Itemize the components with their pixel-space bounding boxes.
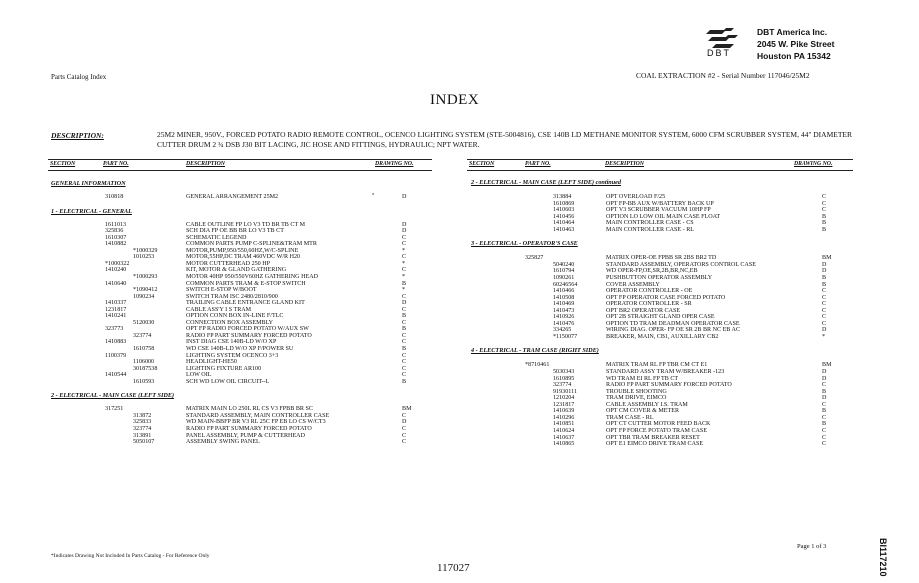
description-text: 25M2 MINER, 950V., FORCED POTATO RADIO REMOTE CONTROL, OCENCO LIGHTING SYSTEM (STE-5004816), CSE 140B LD METHANE MONITOR SYSTEM, 6000 CFM SCRUBBER SYSTEM, 44" DIAMETER CUTTER DRUM 2 ¾ DSB J30 BIT LACING, JIC HOSE AND FITTINGS, HYDRAULIC; NPT WATER. <box>157 130 852 149</box>
part-description: GENERAL ARRANGEMENT 25M2 <box>186 194 279 200</box>
drawing-size: C <box>402 439 407 446</box>
sub-part-number: 1410603 <box>553 207 575 214</box>
sub-part-number: 1106000 <box>133 359 155 366</box>
part-description: RADIO FP PART SUMMARY FORCED POTATO <box>186 332 312 339</box>
drawing-size: D <box>822 375 827 382</box>
part-number: 1410241 <box>105 313 127 320</box>
drawing-size: * <box>402 247 406 254</box>
sub-part-number: 1410624 <box>553 427 575 434</box>
drawing-size: D <box>402 194 407 200</box>
drawing-size: C <box>402 306 407 313</box>
drawing-size: C <box>822 314 827 321</box>
drawing-size: C <box>402 372 407 379</box>
part-description: OPT FP RADIO FORCED POTATO W/AUX SW <box>186 326 309 333</box>
part-description: MOTOR,PUMP,950/550,60HZ,W/C-SPLINE <box>186 247 299 254</box>
part-description: SCH WD LOW OIL CIRCUIT--L <box>186 378 270 385</box>
sub-part-number: 5050107 <box>133 439 155 446</box>
part-description: CABLE OUTLINE FP LO V3 TD BR TB CT M <box>186 221 306 228</box>
sub-part-number: 1610593 <box>133 378 155 385</box>
sub-part-number: 1410851 <box>553 421 575 428</box>
part-description: WIRING DIAG. OPER- FP OE SR 2B BR NC EB AC <box>606 327 741 334</box>
part-description: OPTION CONN BOX IN-LINE F/TLC <box>186 313 284 320</box>
part-description: COMMON PARTS PUMP C-SPLINE&TRAM MTR <box>186 241 317 248</box>
drawing-size: B <box>402 326 407 333</box>
company-name: DBT America Inc. <box>757 27 828 37</box>
section-title: 2 - ELECTRICAL - MAIN CASE (LEFT SIDE) continued <box>471 179 622 186</box>
sub-part-number: *1000293 <box>133 273 158 280</box>
drawing-size: C <box>822 207 827 214</box>
scan-mark: ° <box>372 193 375 199</box>
part-description: TRAM CASE - RL <box>606 414 654 421</box>
col-section: SECTION <box>469 161 495 167</box>
sub-part-number: 1410926 <box>553 314 575 321</box>
part-description: RADIO FP PART SUMMARY FORCED POTATO <box>606 382 732 389</box>
part-description: OPT 2B STRAIGHT GLAND OPER CASE <box>606 314 715 321</box>
drawing-size: B <box>402 313 407 320</box>
drawing-size: * <box>402 287 406 294</box>
logo-text: DBT <box>707 48 731 58</box>
sub-part-number: 1410639 <box>553 408 575 415</box>
catalog-title: Parts Catalog Index <box>51 73 107 81</box>
drawing-size: C <box>402 267 407 274</box>
drawing-size: C <box>822 441 827 448</box>
part-number: 325836 <box>105 228 124 235</box>
sub-part-number: 1410637 <box>553 434 575 441</box>
section-title: 2 - ELECTRICAL - MAIN CASE (LEFT SIDE) <box>51 392 175 400</box>
part-description: OPT FP OPERATOR CASE FORCED POTATO <box>606 294 726 301</box>
description-label: DESCRIPTION: <box>51 131 104 140</box>
part-number: 1410240 <box>105 267 127 274</box>
sub-part-number: 5030343 <box>553 369 575 375</box>
drawing-size: BM <box>822 362 832 369</box>
parts-row <box>0 227 919 234</box>
drawing-size: C <box>822 307 827 314</box>
drawing-size: D <box>822 327 827 334</box>
sub-part-number: 1610895 <box>553 375 575 382</box>
drawing-size: C <box>402 365 407 372</box>
part-description: OPTION TD TRAM DEADMAN OPERATOR CASE <box>606 320 740 327</box>
company-street: 2045 W. Pike Street <box>757 39 835 49</box>
sub-part-number: 323774 <box>133 425 152 432</box>
part-description: COMMON PARTS TRAM & E-STOP SWITCH <box>186 280 306 287</box>
drawing-size: B <box>822 274 827 281</box>
part-number: *1000322 <box>105 260 130 267</box>
part-description: OPT CT CUTTER MOTOR FEED BACK <box>606 421 711 428</box>
drawing-size: B <box>402 346 407 352</box>
right-column-header <box>467 159 853 171</box>
sub-part-number: *1090412 <box>133 287 158 294</box>
part-description: OPT TBR TRAM BREAKER RESET <box>606 434 700 441</box>
drawing-size: C <box>822 200 827 207</box>
part-description: MAIN CONTROLLER CASE - CS <box>606 220 694 227</box>
sub-part-number: 1090234 <box>133 293 155 300</box>
drawing-size: C <box>402 359 407 366</box>
sub-part-number: 323774 <box>133 332 152 339</box>
part-description: WD MAIN-BBFP BR V3 RL 25C FP EB LO CS W/CT3 <box>186 419 326 426</box>
part-number: 317251 <box>105 406 124 413</box>
part-description: MOTOR 40HP 950/550V60HZ GATHERING HEAD <box>186 273 319 280</box>
drawing-size: D <box>402 300 407 307</box>
drawing-size: D <box>822 369 827 375</box>
part-description: LIGHTING SYSTEM OCENCO 3+3 <box>186 352 279 359</box>
col-description: DESCRIPTION <box>605 161 644 167</box>
drawing-size: B <box>822 388 827 395</box>
sub-part-number: 1410508 <box>553 294 575 301</box>
dbt-logo <box>704 26 752 62</box>
sub-part-number: 1210204 <box>553 395 575 402</box>
sub-part-number: 1410473 <box>553 307 575 314</box>
part-description: INST DIAG CSE 140B-LD W/O XP <box>186 339 277 346</box>
drawing-size: B <box>402 378 407 385</box>
drawing-size: C <box>822 288 827 295</box>
part-description: MOTOR,55HP,DC TRAM 460VDC W/R H20 <box>186 254 301 261</box>
drawing-size: B <box>822 408 827 415</box>
part-description: OPT V3 SCRUBBER VACUUM 10HP FP <box>606 207 711 214</box>
drawing-size: C <box>822 414 827 421</box>
sub-part-number: 1610869 <box>553 200 575 207</box>
part-number: 1610307 <box>105 234 127 241</box>
part-description: OPT FP-BB AUX W/BATTERY BACK UP <box>606 200 714 207</box>
section-title: 4 - ELECTRICAL - TRAM CASE (RIGHT SIDE) <box>471 347 599 355</box>
sub-part-number: 1010253 <box>133 254 155 261</box>
sub-part-number: 1410456 <box>553 213 575 220</box>
col-drawing-no: DRAWING NO. <box>375 161 414 167</box>
part-description: TRAILING CABLE ENTRANCE GLAND KIT <box>186 300 305 307</box>
part-description: TROUBLE SHOOTING <box>606 388 667 395</box>
part-number: 323773 <box>105 326 124 333</box>
part-number: 1410882 <box>105 241 127 248</box>
drawing-size: * <box>402 260 406 267</box>
part-number: *8710461 <box>525 362 550 369</box>
parts-row <box>0 441 919 448</box>
sub-part-number: 313884 <box>553 194 572 200</box>
part-description: CONNECTION BOX ASSEMBLY <box>186 319 274 326</box>
part-number: 1410337 <box>105 300 127 307</box>
part-description: MAIN CONTROLLER CASE - RL <box>606 226 695 233</box>
part-number: 1611013 <box>105 221 127 228</box>
drawing-size: C <box>822 194 827 200</box>
sub-part-number: 1410296 <box>553 414 575 421</box>
document-number: 117027 <box>437 562 470 574</box>
drawing-size: B <box>822 220 827 227</box>
part-description: LOW OIL <box>186 372 212 379</box>
part-number: 1410640 <box>105 280 127 287</box>
drawing-size: C <box>402 241 407 248</box>
company-address <box>757 26 835 62</box>
drawing-size: C <box>822 401 827 408</box>
part-number: 325827 <box>525 255 544 262</box>
part-description: ASSEMBLY SWING PANEL <box>186 439 260 446</box>
part-number: 310818 <box>105 194 124 200</box>
sub-part-number: 1410463 <box>553 226 575 233</box>
left-column-header <box>48 159 432 171</box>
drawing-size: C <box>402 425 407 432</box>
sub-part-number: 323774 <box>553 382 572 389</box>
drawing-size: B <box>822 421 827 428</box>
sub-part-number: 1610758 <box>133 346 155 352</box>
part-description: SWITCH TRAM ISC 2480/2810/900 <box>186 293 278 300</box>
part-description: PANEL ASSEMBLY, PUMP & CUTTERHEAD <box>186 432 305 439</box>
drawing-size: C <box>822 320 827 327</box>
sub-part-number: 60246564 <box>553 281 578 288</box>
section-title: 1 - ELECTRICAL - GENERAL <box>51 207 132 215</box>
drawing-size: C <box>822 294 827 301</box>
drawing-size: C <box>402 339 407 346</box>
col-description: DESCRIPTION <box>186 161 225 167</box>
part-description: CABLE ASSEMBLY I.S. TRAM <box>606 401 688 408</box>
part-description: SCH DIA FP OE BB BR LO V3 TB CT <box>186 228 284 235</box>
drawing-size: D <box>402 221 407 228</box>
part-description: KIT, MOTOR & GLAND GATHERING <box>186 267 287 274</box>
parts-row <box>0 334 919 341</box>
company-city: Houston PA 15342 <box>757 51 831 61</box>
col-part-no: PART NO. <box>103 161 129 167</box>
sub-part-number: 313891 <box>133 432 152 439</box>
part-number: 1100379 <box>105 352 127 359</box>
drawing-size: B <box>822 281 827 288</box>
sub-part-number: 1090261 <box>553 274 575 281</box>
part-description: SWITCH E-STOP W/BOOT <box>186 287 257 294</box>
part-description: WD OPER-FP,OE,SR,2B,BR,NC,EB <box>606 268 698 275</box>
part-description: CABLE ASS'Y I S TRAM <box>186 306 252 313</box>
page-title: INDEX <box>430 92 480 108</box>
part-description: HEADLIGHT-HE50 <box>186 359 237 366</box>
col-part-no: PART NO. <box>525 161 551 167</box>
part-description: OPT OVERLOAD F/25 <box>606 194 666 200</box>
part-description: SCHEMATIC LEGEND <box>186 234 247 241</box>
sub-part-number: 334265 <box>553 327 572 334</box>
sub-part-number: 1610794 <box>553 268 575 275</box>
side-code: BI117210 <box>878 538 888 577</box>
part-number: 1410883 <box>105 339 127 346</box>
serial-title: COAL EXTRACTION #2 - Serial Number 117046/25M2 <box>636 71 810 80</box>
page-number: Page 1 of 3 <box>797 543 827 550</box>
drawing-size: C <box>402 293 407 300</box>
part-description: WD CSE 140B-LD W/O XP F/POWER SU <box>186 346 294 352</box>
sub-part-number: 5120030 <box>133 319 155 326</box>
sub-part-number: 30187538 <box>133 365 158 372</box>
drawing-size: C <box>402 254 407 261</box>
sub-part-number: 1410476 <box>553 320 575 327</box>
part-description: STANDARD ASSEMBLY, OPERATORS CONTROL CASE <box>606 261 756 268</box>
drawing-size: B <box>822 226 827 233</box>
part-number: 1231817 <box>105 306 127 313</box>
part-description: OPT CM COVER & METER <box>606 408 680 415</box>
sub-part-number: 325833 <box>133 419 152 426</box>
drawing-size: D <box>822 268 827 275</box>
part-description: WD TRAM EI RL FP TB CT <box>606 375 679 382</box>
part-description: STANDARD ASSY TRAM W/BREAKER -123 <box>606 369 725 375</box>
drawing-size: C <box>402 234 407 241</box>
sub-part-number: *1000329 <box>133 247 158 254</box>
part-description: MOTOR CUTTERHEAD 250 HP <box>186 260 271 267</box>
part-description: OPERATOR CONTROLLER - SR <box>606 301 692 308</box>
section-title: GENERAL INFORMATION <box>51 180 126 187</box>
part-description: RADIO FP PART SUMMARY FORCED POTATO <box>186 425 312 432</box>
drawing-size: C <box>402 432 407 439</box>
part-description: MATRIX TRAM RL FP TBR CM CT E1 <box>606 362 708 369</box>
drawing-size: C <box>402 352 407 359</box>
col-section: SECTION <box>50 161 76 167</box>
sub-part-number: 91930111 <box>553 388 577 395</box>
drawing-size: C <box>822 434 827 441</box>
part-description: COVER ASSEMBLY <box>606 281 660 288</box>
drawing-size: BM <box>402 406 412 413</box>
sub-part-number: *1150077 <box>553 333 578 340</box>
drawing-size: * <box>402 273 406 280</box>
sub-part-number: 1410464 <box>553 220 575 227</box>
drawing-size: D <box>822 395 827 402</box>
col-drawing-no: DRAWING NO. <box>794 161 833 167</box>
drawing-size: BM <box>822 255 832 262</box>
drawing-size: D <box>402 419 407 426</box>
part-description: STANDARD ASSEMBLY, MAIN CONTROLLER CASE <box>186 412 330 419</box>
drawing-size: B <box>402 280 407 287</box>
drawing-size: C <box>402 332 407 339</box>
drawing-size: C <box>402 319 407 326</box>
sub-part-number: 1231817 <box>553 401 575 408</box>
part-description: LIGHTING FIXTURE AR100 <box>186 365 262 372</box>
sub-part-number: 1410469 <box>553 301 575 308</box>
sub-part-number: 5040240 <box>553 261 575 268</box>
drawing-size: C <box>822 382 827 389</box>
drawing-size: C <box>822 427 827 434</box>
part-description: OPT E1 EIMCO DRIVE TRAM CASE <box>606 441 704 448</box>
part-description: MATRIX OPER-OE FPBB SR 2BS BR2 TD <box>606 255 717 262</box>
part-description: MATRIX MAIN LO 250L RL CS V3 FPBB BR SC <box>186 406 313 413</box>
sub-part-number: 313872 <box>133 412 152 419</box>
part-description: OPT BR2 OPERATOR CASE <box>606 307 681 314</box>
part-description: OPTION LO LOW OIL MAIN CASE FLOAT <box>606 213 721 220</box>
drawing-size: C <box>402 412 407 419</box>
drawing-size: B <box>822 213 827 220</box>
part-description: PUSHBUTTON OPERATOR ASSEMBLY <box>606 274 713 281</box>
section-title: 3 - ELECTRICAL - OPERATOR'S CASE <box>471 240 578 248</box>
part-description: TRAM DRIVE, EIMCO <box>606 395 667 402</box>
drawing-size: * <box>822 333 826 340</box>
part-description: OPT FP FORCE POTATO TRAM CASE <box>606 427 708 434</box>
footnote: *Indicates Drawing Not Included In Parts Catalog - For Reference Only <box>51 553 210 559</box>
sub-part-number: 1410865 <box>553 441 575 448</box>
part-description: BREAKER, MAIN, CB1, AUXILLARY CB2 <box>606 333 719 340</box>
drawing-size: C <box>822 301 827 308</box>
sub-part-number: 1410466 <box>553 288 575 295</box>
drawing-size: D <box>822 261 827 268</box>
part-description: OPERATOR CONTROLLER - OE <box>606 288 693 295</box>
part-number: 1410544 <box>105 372 127 379</box>
drawing-size: D <box>402 228 407 235</box>
